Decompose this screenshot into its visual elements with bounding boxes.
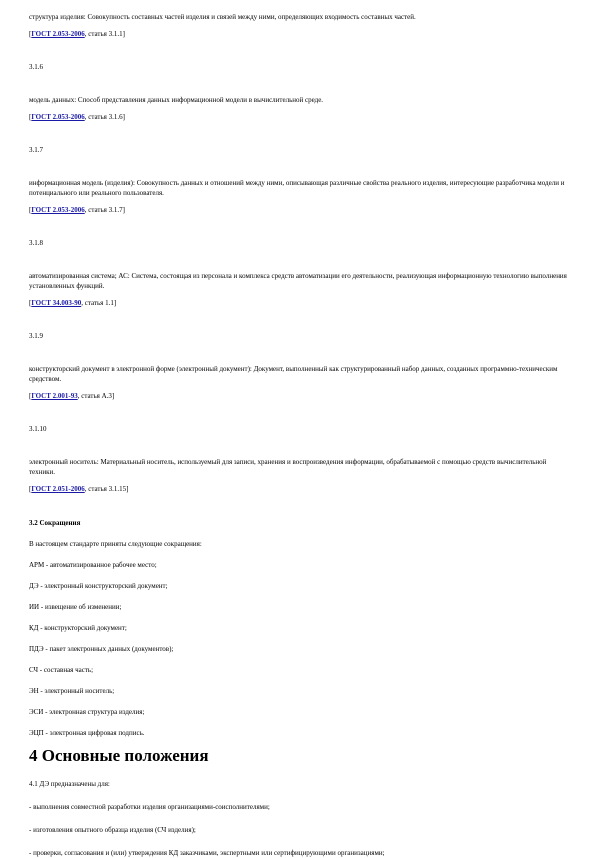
definition-body: Материальный носитель, используемый для записи, хранения и воспроизведения информации, обрабатываемой с помощью средств вычислительной техники. xyxy=(29,458,547,476)
definition-reference: [ГОСТ 2.001-93, статья А.3] xyxy=(29,392,115,400)
gost-link[interactable]: ГОСТ 2.053-2006 xyxy=(31,30,85,38)
abbreviation-item: ИИ - извещение об изменении; xyxy=(29,603,122,611)
document-page xyxy=(29,12,569,858)
definition-term: конструкторский документ в электронной форме (электронный документ): xyxy=(29,365,252,373)
gost-link[interactable]: ГОСТ 34.003-90 xyxy=(31,299,82,307)
section-title: 3.2 Сокращения xyxy=(29,519,81,527)
definition-text xyxy=(29,271,569,291)
reference-tail: , статья 1.1] xyxy=(81,299,117,307)
abbreviation-item: ДЭ - электронный конструкторский документ; xyxy=(29,582,168,590)
abbreviation-item: ЭСИ - электронная структура изделия; xyxy=(29,708,145,716)
section-intro: 4.1 ДЭ предназначены для: xyxy=(29,780,110,788)
definition-text xyxy=(29,364,569,384)
definition-reference: [ГОСТ 34.003-90, статья 1.1] xyxy=(29,299,117,307)
list-item: - изготовления опытного образца изделия (СЧ изделия); xyxy=(29,826,196,834)
reference-tail: , статья 3.1.15] xyxy=(84,485,129,493)
abbreviation-item: СЧ - составная часть; xyxy=(29,666,94,674)
definition-body: Совокупность составных частей изделия и связей между ними, определяющих входимость составных частей. xyxy=(87,13,416,21)
gost-link[interactable]: ГОСТ 2.051-2006 xyxy=(31,485,85,493)
clause-number: 3.1.9 xyxy=(29,332,43,340)
clause-number: 3.1.6 xyxy=(29,63,43,71)
definition-body: Совокупность данных и отношений между ними, описывающая различные свойства реального изделия, интересующие разработчика модели и потенциального или реального пользователя. xyxy=(29,179,565,197)
reference-tail: , статья 3.1.1] xyxy=(84,30,125,38)
definition-term: модель данных: xyxy=(29,96,77,104)
definition-term: структура изделия: xyxy=(29,13,86,21)
section-heading: 4 Основные положения xyxy=(29,746,209,765)
clause-number: 3.1.8 xyxy=(29,239,43,247)
reference-tail: , статья 3.1.6] xyxy=(84,113,125,121)
gost-link[interactable]: ГОСТ 2.053-2006 xyxy=(31,113,85,121)
definition-reference: [ГОСТ 2.051-2006, статья 3.1.15] xyxy=(29,485,129,493)
clause-number: 3.1.10 xyxy=(29,425,47,433)
abbreviation-item: ЭЦП - электронная цифровая подпись. xyxy=(29,729,145,737)
definition-term: электронный носитель: xyxy=(29,458,99,466)
clause-number: 3.1.7 xyxy=(29,146,43,154)
gost-link[interactable]: ГОСТ 2.053-2006 xyxy=(31,206,85,214)
definition-term: информационная модель (изделия): xyxy=(29,179,135,187)
list-item: - выполнения совместной разработки изделия организациями-соисполнителями; xyxy=(29,803,270,811)
definition-body: Способ представления данных информационной модели в вычислительной среде. xyxy=(77,96,324,104)
abbreviation-item: АРМ - автоматизированное рабочее место; xyxy=(29,561,157,569)
definition-body: Система, состоящая из персонала и комплекса средств автоматизации его деятельности, реализующая информационную технологию выполнения установленных функций. xyxy=(29,272,567,290)
definition-text xyxy=(29,178,569,198)
reference-tail: , статья 3.1.7] xyxy=(84,206,125,214)
definition-text xyxy=(29,457,569,477)
abbreviation-item: КД - конструкторский документ; xyxy=(29,624,127,632)
definition-text xyxy=(29,12,569,22)
list-item: - проверки, согласования и (или) утверждения КД заказчиками, экспертными или сертифицирующими организациями; xyxy=(29,849,385,857)
gost-link[interactable]: ГОСТ 2.001-93 xyxy=(31,392,78,400)
abbreviation-item: ПДЭ - пакет электронных данных (документов); xyxy=(29,645,174,653)
definition-body: Документ, выполненный как структурированный набор данных, созданных программно-техническим средством. xyxy=(29,365,558,383)
reference-tail: , статья А.3] xyxy=(77,392,115,400)
definition-text xyxy=(29,95,569,105)
abbreviation-item: ЭН - электронный носитель; xyxy=(29,687,115,695)
definition-reference: [ГОСТ 2.053-2006, статья 3.1.7] xyxy=(29,206,125,214)
definition-reference: [ГОСТ 2.053-2006, статья 3.1.6] xyxy=(29,113,125,121)
definition-term: автоматизированная система; АС: xyxy=(29,272,130,280)
abbreviations-intro: В настоящем стандарте приняты следующие сокращения: xyxy=(29,540,202,548)
definition-reference: [ГОСТ 2.053-2006, статья 3.1.1] xyxy=(29,30,125,38)
